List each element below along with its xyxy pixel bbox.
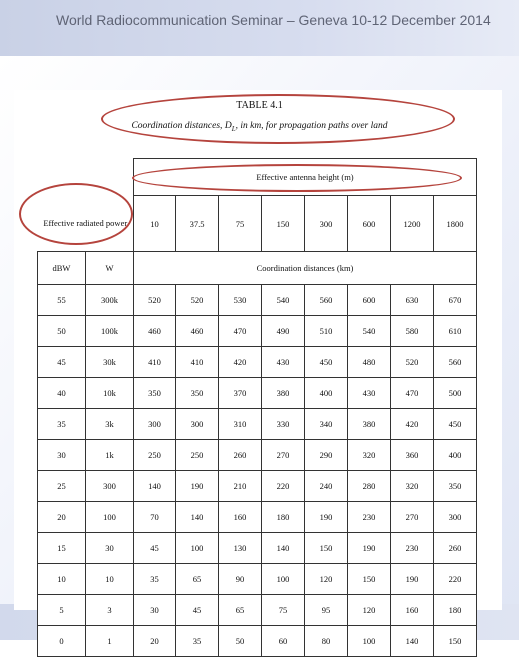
cell-dbw: 30 — [38, 440, 86, 471]
cell-distance: 270 — [391, 502, 434, 533]
cell-distance: 20 — [134, 626, 176, 657]
cell-distance: 520 — [134, 285, 176, 316]
cell-distance: 250 — [176, 440, 219, 471]
height-header: 37.5 — [176, 196, 219, 252]
cell-distance: 190 — [176, 471, 219, 502]
cell-distance: 160 — [391, 595, 434, 626]
cell-distance: 230 — [391, 533, 434, 564]
table-row — [38, 316, 477, 347]
cell-distance: 150 — [348, 564, 391, 595]
cell-distance: 60 — [262, 626, 305, 657]
cell-distance: 180 — [262, 502, 305, 533]
cell-distance: 460 — [134, 316, 176, 347]
cell-distance: 450 — [305, 347, 348, 378]
cell-w: 30 — [86, 533, 134, 564]
annotation-oval-antenna-height — [132, 164, 462, 192]
cell-distance: 300 — [134, 409, 176, 440]
cell-distance: 270 — [262, 440, 305, 471]
cell-w: 10 — [86, 564, 134, 595]
erp-header: Effective radiated power — [38, 196, 134, 252]
caption-suffix: , in km, for propagation paths over land — [235, 121, 388, 131]
cell-distance: 220 — [434, 564, 477, 595]
cell-distance: 670 — [434, 285, 477, 316]
height-header: 300 — [305, 196, 348, 252]
height-header: 150 — [262, 196, 305, 252]
cell-distance: 520 — [391, 347, 434, 378]
cell-distance: 120 — [348, 595, 391, 626]
cell-distance: 140 — [262, 533, 305, 564]
cell-distance: 190 — [305, 502, 348, 533]
cell-distance: 260 — [219, 440, 262, 471]
cell-distance: 320 — [391, 471, 434, 502]
cell-w: 1k — [86, 440, 134, 471]
cell-distance: 460 — [176, 316, 219, 347]
cell-dbw: 10 — [38, 564, 86, 595]
cell-w: 3 — [86, 595, 134, 626]
cell-distance: 100 — [348, 626, 391, 657]
cell-distance: 45 — [134, 533, 176, 564]
cell-distance: 190 — [348, 533, 391, 564]
cell-distance: 350 — [134, 378, 176, 409]
caption-subscript: L — [231, 124, 236, 133]
cell-distance: 30 — [134, 595, 176, 626]
annotation-oval-erp — [19, 183, 133, 245]
cell-distance: 190 — [391, 564, 434, 595]
cell-distance: 230 — [348, 502, 391, 533]
cell-distance: 65 — [219, 595, 262, 626]
cell-distance: 310 — [219, 409, 262, 440]
cell-distance: 320 — [348, 440, 391, 471]
cell-distance: 430 — [348, 378, 391, 409]
cell-w: 300k — [86, 285, 134, 316]
cell-distance: 260 — [434, 533, 477, 564]
cell-distance: 450 — [434, 409, 477, 440]
cell-distance: 350 — [434, 471, 477, 502]
cell-distance: 150 — [434, 626, 477, 657]
table-row — [38, 471, 477, 502]
height-header: 600 — [348, 196, 391, 252]
cell-w: 10k — [86, 378, 134, 409]
cell-distance: 380 — [262, 378, 305, 409]
header-band — [0, 0, 519, 56]
table-units-row — [38, 252, 477, 285]
cell-distance: 120 — [305, 564, 348, 595]
cell-distance: 290 — [305, 440, 348, 471]
height-header: 10 — [134, 196, 176, 252]
cell-dbw: 40 — [38, 378, 86, 409]
cell-distance: 100 — [176, 533, 219, 564]
caption-prefix: Coordination distances, — [131, 121, 225, 131]
cell-distance: 300 — [434, 502, 477, 533]
table-row — [38, 378, 477, 409]
cell-distance: 480 — [348, 347, 391, 378]
table-row — [38, 347, 477, 378]
caption-symbol: D — [224, 121, 232, 131]
cell-dbw: 0 — [38, 626, 86, 657]
cell-distance: 470 — [219, 316, 262, 347]
table-row — [38, 440, 477, 471]
table-row — [38, 285, 477, 316]
cell-dbw: 45 — [38, 347, 86, 378]
cell-dbw: 55 — [38, 285, 86, 316]
cell-distance: 250 — [134, 440, 176, 471]
cell-distance: 150 — [305, 533, 348, 564]
antenna-height-header: Effective antenna height (m) — [134, 159, 477, 196]
cell-distance: 610 — [434, 316, 477, 347]
cell-distance: 420 — [219, 347, 262, 378]
cell-distance: 75 — [262, 595, 305, 626]
cell-distance: 210 — [219, 471, 262, 502]
cell-distance: 340 — [305, 409, 348, 440]
cell-distance: 420 — [391, 409, 434, 440]
unit-dbw: dBW — [38, 252, 86, 285]
table-row — [38, 533, 477, 564]
cell-dbw: 5 — [38, 595, 86, 626]
cell-distance: 520 — [176, 285, 219, 316]
cell-distance: 130 — [219, 533, 262, 564]
header-text: World Radiocommunication Seminar – Geneva 10-12 December 2014 — [56, 12, 491, 28]
cell-distance: 140 — [134, 471, 176, 502]
cell-distance: 500 — [434, 378, 477, 409]
cell-distance: 280 — [348, 471, 391, 502]
cell-distance: 540 — [348, 316, 391, 347]
cell-distance: 95 — [305, 595, 348, 626]
cell-distance: 240 — [305, 471, 348, 502]
cell-distance: 470 — [391, 378, 434, 409]
cell-distance: 100 — [262, 564, 305, 595]
cell-distance: 350 — [176, 378, 219, 409]
table-row — [38, 502, 477, 533]
table-row — [38, 564, 477, 595]
height-header: 1800 — [434, 196, 477, 252]
cell-distance: 400 — [434, 440, 477, 471]
cell-dbw: 15 — [38, 533, 86, 564]
cell-distance: 410 — [176, 347, 219, 378]
cell-w: 100k — [86, 316, 134, 347]
annotation-oval-caption — [101, 94, 455, 144]
cell-distance: 530 — [219, 285, 262, 316]
cell-distance: 140 — [391, 626, 434, 657]
cell-distance: 370 — [219, 378, 262, 409]
table-row — [38, 409, 477, 440]
cell-distance: 140 — [176, 502, 219, 533]
cell-w: 3k — [86, 409, 134, 440]
cell-dbw: 35 — [38, 409, 86, 440]
cell-distance: 400 — [305, 378, 348, 409]
unit-w: W — [86, 252, 134, 285]
distances-header: Coordination distances (km) — [134, 252, 477, 285]
cell-distance: 45 — [176, 595, 219, 626]
cell-distance: 510 — [305, 316, 348, 347]
cell-distance: 300 — [176, 409, 219, 440]
cell-distance: 560 — [305, 285, 348, 316]
cell-distance: 580 — [391, 316, 434, 347]
cell-distance: 360 — [391, 440, 434, 471]
table-row — [38, 595, 477, 626]
cell-distance: 90 — [219, 564, 262, 595]
cell-distance: 560 — [434, 347, 477, 378]
cell-distance: 540 — [262, 285, 305, 316]
cell-dbw: 20 — [38, 502, 86, 533]
table-title: TABLE 4.1 — [236, 100, 283, 111]
cell-dbw: 25 — [38, 471, 86, 502]
cell-distance: 630 — [391, 285, 434, 316]
cell-distance: 65 — [176, 564, 219, 595]
cell-w: 1 — [86, 626, 134, 657]
table-body — [38, 285, 477, 657]
cell-distance: 410 — [134, 347, 176, 378]
cell-w: 300 — [86, 471, 134, 502]
height-header: 1200 — [391, 196, 434, 252]
cell-distance: 50 — [219, 626, 262, 657]
cell-distance: 70 — [134, 502, 176, 533]
table-row — [38, 626, 477, 657]
cell-distance: 160 — [219, 502, 262, 533]
cell-distance: 380 — [348, 409, 391, 440]
cell-distance: 490 — [262, 316, 305, 347]
cell-distance: 80 — [305, 626, 348, 657]
cell-dbw: 50 — [38, 316, 86, 347]
cell-distance: 180 — [434, 595, 477, 626]
cell-distance: 35 — [176, 626, 219, 657]
cell-distance: 35 — [134, 564, 176, 595]
cell-distance: 600 — [348, 285, 391, 316]
height-header: 75 — [219, 196, 262, 252]
cell-w: 30k — [86, 347, 134, 378]
cell-w: 100 — [86, 502, 134, 533]
cell-distance: 430 — [262, 347, 305, 378]
cell-distance: 330 — [262, 409, 305, 440]
cell-distance: 220 — [262, 471, 305, 502]
